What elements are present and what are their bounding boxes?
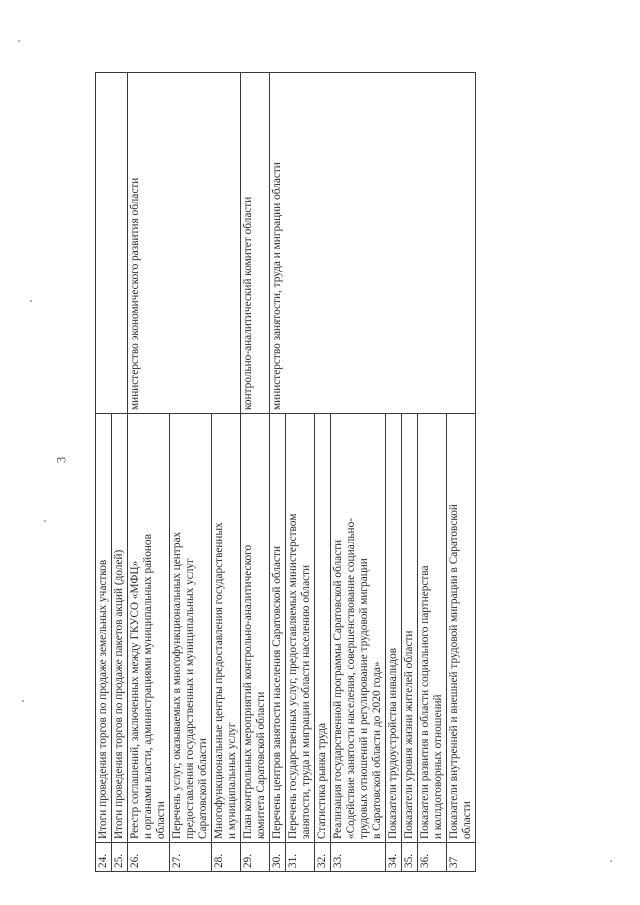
scan-speck — [18, 40, 20, 42]
row-number: 30. — [270, 843, 286, 872]
title-line: трудовых отношений и регулирование трудовой миграции — [358, 558, 370, 839]
title-line: Саратовской области — [197, 738, 209, 839]
row-title — [212, 414, 241, 843]
row-title — [402, 414, 418, 843]
rotated-page — [95, 72, 545, 872]
row-title — [270, 414, 286, 843]
row-number: 29. — [241, 843, 270, 872]
title-line: комитета Саратовской области — [255, 691, 267, 839]
row-title — [286, 414, 315, 843]
row-title — [315, 414, 331, 843]
title-line: Реестр соглашений, заключенных между ГКУСО «МФЦ» — [129, 560, 141, 839]
table-body — [96, 73, 476, 872]
department-line: министерство экономического развития области — [129, 177, 141, 410]
row-number: 34. — [386, 843, 402, 872]
title-line: и органами власти, администрациями муниципальных районов — [142, 534, 154, 839]
responsible-department — [96, 73, 128, 414]
row-number: 24. — [96, 843, 112, 872]
row-title — [170, 414, 212, 843]
title-line: занятости, труда и миграции области населению области — [300, 564, 312, 839]
row-title — [386, 414, 402, 843]
row-number: 36. — [418, 843, 447, 872]
row-number: 28. — [212, 843, 241, 872]
row-title — [418, 414, 447, 843]
title-line: и муниципальных услуг — [226, 722, 238, 839]
row-number: 26. — [128, 843, 170, 872]
title-line: Показатели внутренней и внешней трудовой миграции в Саратовской — [448, 504, 460, 839]
title-line: Итоги проведения торгов по продаже пакетов акций (долей) — [113, 549, 125, 839]
row-title — [96, 414, 112, 843]
scan-speck — [610, 860, 612, 862]
table-row — [241, 73, 270, 872]
document-table — [95, 72, 476, 872]
title-line: Перечень услуг, оказываемых в многофункциональных центрах — [171, 531, 183, 839]
title-line: области — [155, 801, 167, 839]
title-line: Показатели уровня жизни жителей области — [403, 630, 415, 839]
responsible-department — [270, 73, 476, 414]
row-title — [112, 414, 128, 843]
title-line: Показатели трудоустройства инвалидов — [387, 647, 399, 839]
row-number: 37 — [447, 843, 476, 872]
scan-speck — [30, 300, 32, 302]
scan-speck — [22, 700, 24, 702]
row-number: 27. — [170, 843, 212, 872]
table-row — [128, 73, 170, 872]
title-line: предоставления государственных и муниципальных услуг — [184, 558, 196, 839]
row-number: 31. — [286, 843, 315, 872]
title-line: Итоги проведения торгов по продаже земельных участков — [97, 559, 109, 839]
row-title — [331, 414, 386, 843]
responsible-department — [241, 73, 270, 414]
title-line: в Саратовской области до 2020 года» — [371, 661, 383, 839]
table-row — [96, 73, 112, 872]
title-line: Перечень центров занятости населения Саратовской области — [271, 546, 283, 839]
department-line: министерство занятости, труда и миграции области — [271, 162, 283, 410]
title-line: Статистика рынка труда — [316, 722, 328, 839]
row-number: 35. — [402, 843, 418, 872]
page-number: 3 — [53, 456, 69, 464]
row-title — [241, 414, 270, 843]
title-line: Реализация государственной программы Саратовской области — [332, 539, 344, 839]
row-title — [128, 414, 170, 843]
row-number: 33. — [331, 843, 386, 872]
title-line: области — [461, 801, 473, 839]
department-line: контрольно-аналитический комитет области — [242, 196, 254, 410]
title-line: План контрольных мероприятий контрольно-аналитического — [242, 544, 254, 839]
table-row — [270, 73, 286, 872]
title-line: «Содействие занятости населения, совершенствование социально- — [345, 517, 357, 839]
row-title — [447, 414, 476, 843]
title-line: Многофункциональные центры предоставления государственных — [213, 522, 225, 839]
scan-speck — [44, 520, 46, 522]
title-line: Показатели развития в области социального партнерства — [419, 565, 431, 839]
title-line: и коллдоговорных отношений — [432, 694, 444, 839]
row-number: 32. — [315, 843, 331, 872]
title-line: Перечень государственных услуг, предоставляемых министерством — [287, 513, 299, 839]
row-number: 25. — [112, 843, 128, 872]
responsible-department — [128, 73, 241, 414]
